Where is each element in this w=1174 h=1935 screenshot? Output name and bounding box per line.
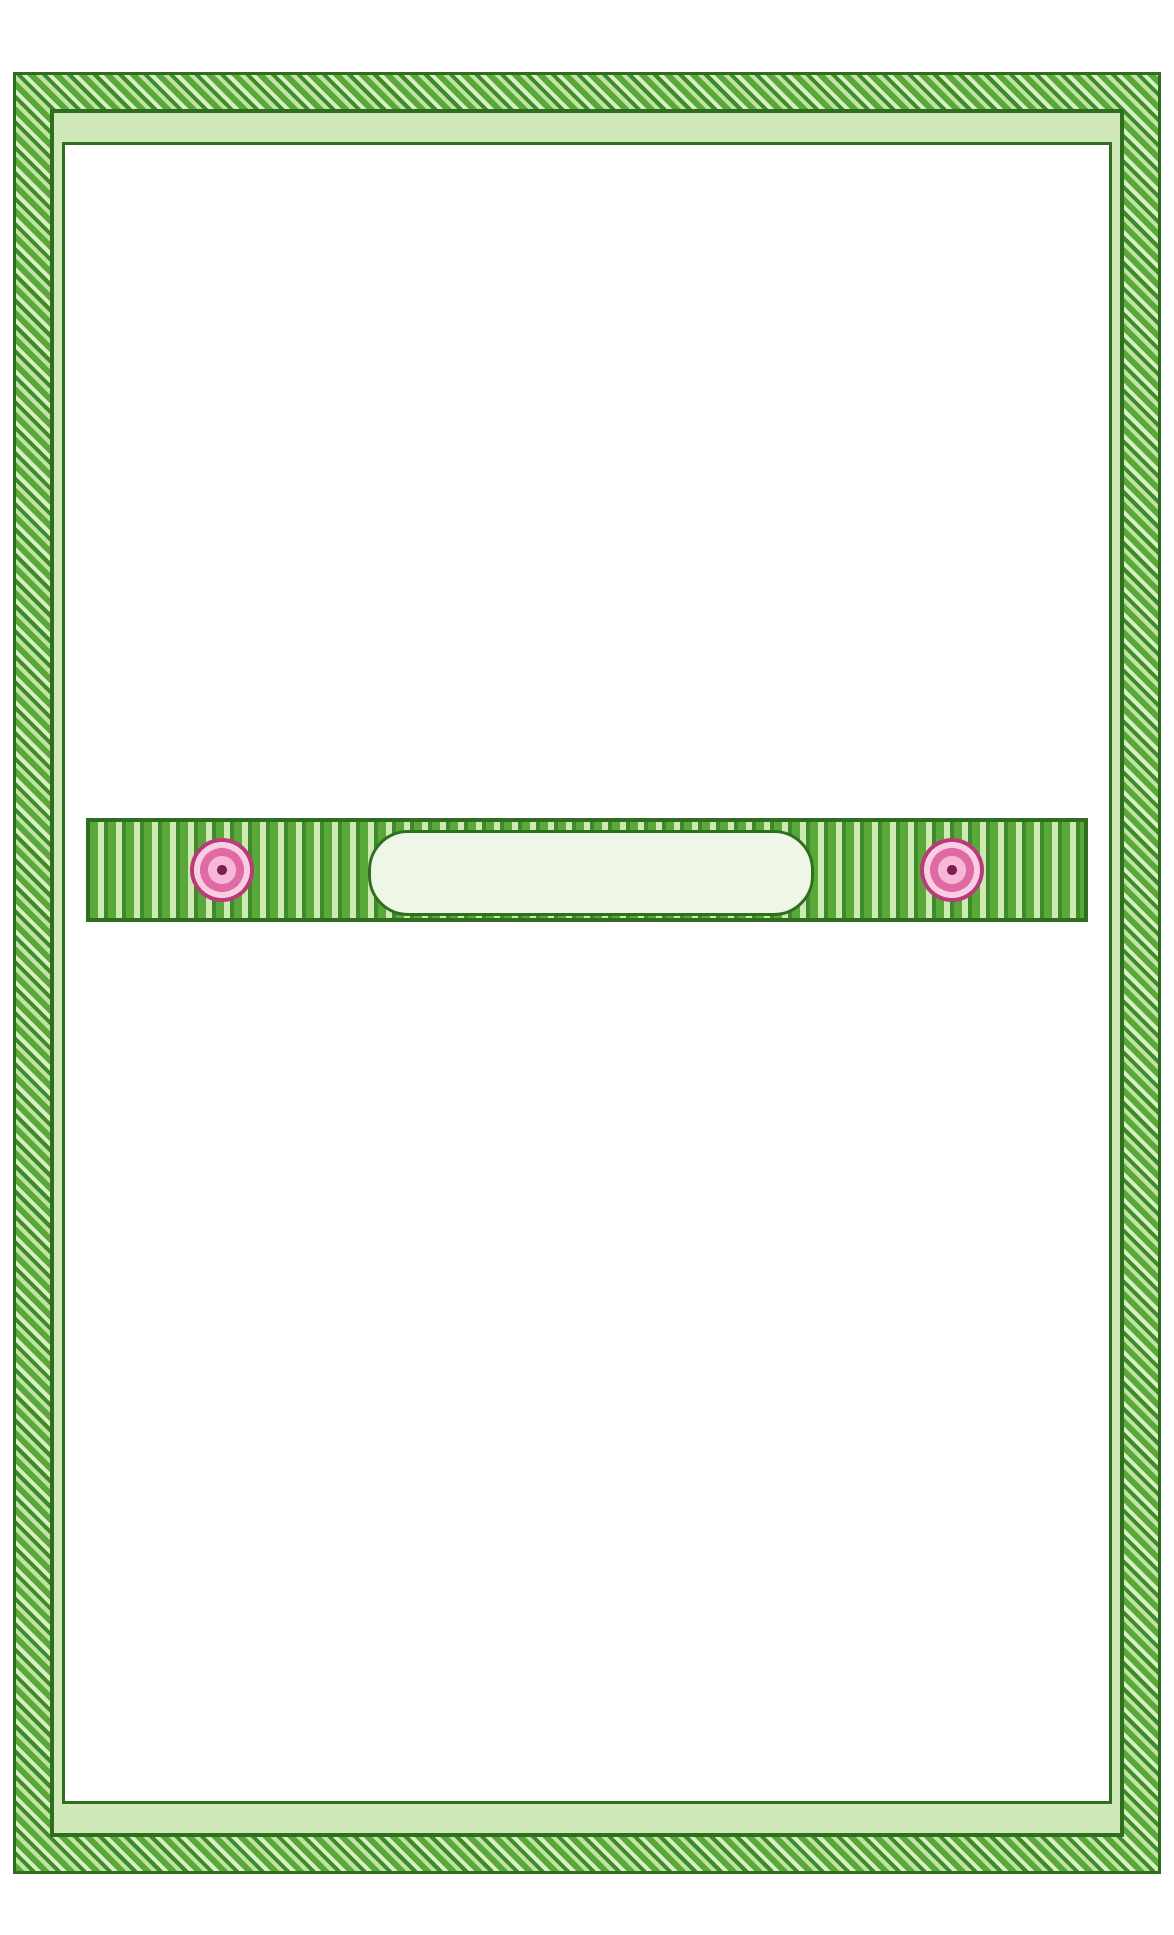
page-header — [0, 0, 1174, 68]
basmala — [86, 955, 1088, 1035]
surah-banner — [86, 818, 1088, 922]
flower-icon — [920, 838, 984, 902]
surah-banner-title — [368, 830, 814, 916]
flower-icon — [190, 838, 254, 902]
